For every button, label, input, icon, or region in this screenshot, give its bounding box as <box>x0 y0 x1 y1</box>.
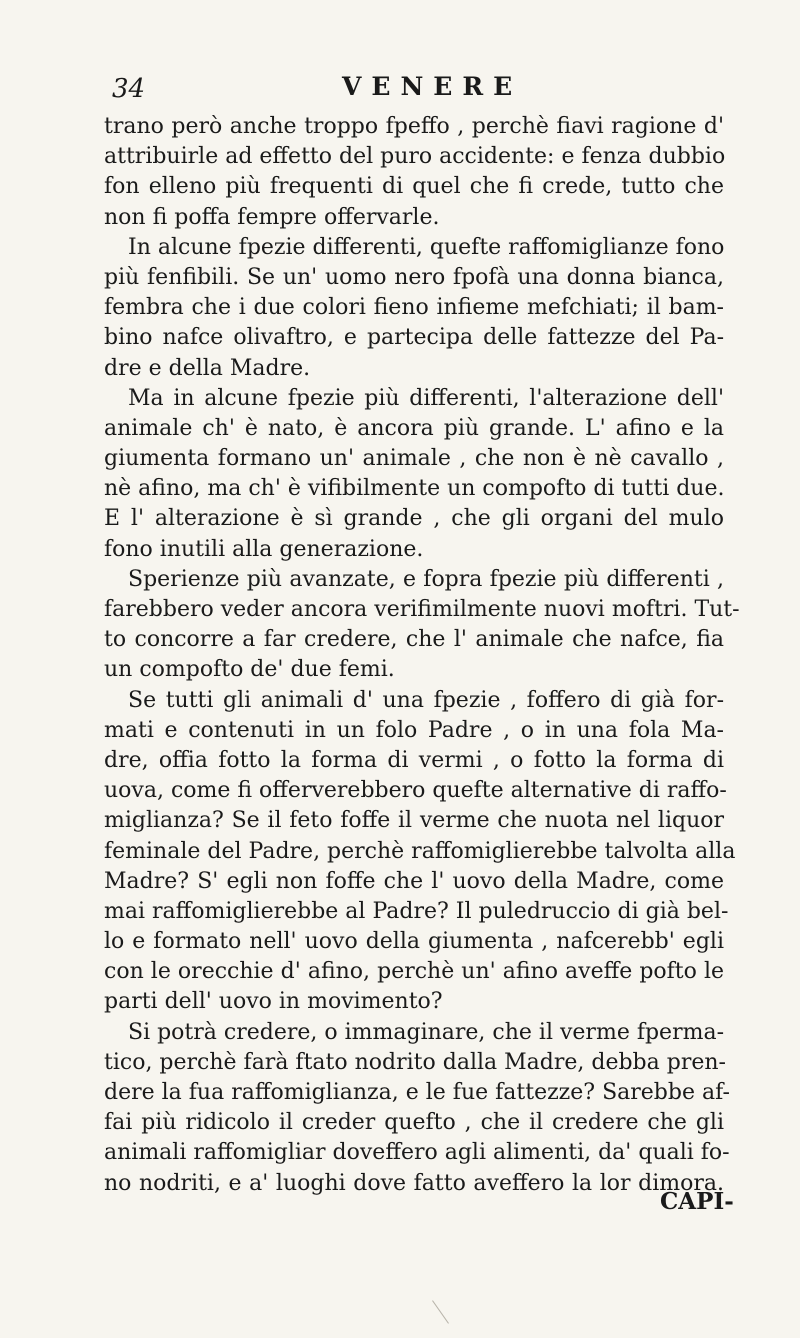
page-header <box>112 70 712 110</box>
text-line: più fenfibili. Se un' uomo nero fpofà una donna bianca, <box>104 264 724 290</box>
text-line: Sperienze più avanzate, e fopra fpezie più differenti , <box>128 566 724 592</box>
text-line: fon elleno più frequenti di quel che fi crede, tutto che <box>104 174 724 200</box>
text-line: non fi poffa fempre offervarle. <box>104 204 440 230</box>
paragraph <box>104 112 724 233</box>
text-line: bino nafce olivaftro, e partecipa delle fattezze del Pa- <box>104 325 724 351</box>
text-line: E l' alterazione è sì grande , che gli organi del mulo <box>104 506 724 532</box>
paragraph <box>104 686 736 1018</box>
text-line: tico, perchè farà ftato nodrito dalla Madre, debba pren- <box>104 1049 726 1075</box>
body-text <box>104 112 740 1199</box>
text-line: Se tutti gli animali d' una fpezie , foffero di già for- <box>128 687 724 713</box>
text-line: dere la fua raffomiglianza, e le fue fattezze? Sarebbe af- <box>104 1080 730 1105</box>
text-line: Si potrà credere, o immaginare, che il verme fperma- <box>128 1019 724 1045</box>
text-line: In alcune fpezie differenti, quefte raffomiglianze fono <box>128 234 725 260</box>
page-edge-mark <box>432 1300 449 1324</box>
paragraph <box>104 233 724 384</box>
text-line: Ma in alcune fpezie più differenti, l'alterazione dell' <box>128 385 724 411</box>
text-line: mati e contenuti in un folo Padre , o in una fola Ma- <box>104 717 724 743</box>
paragraph <box>104 1018 730 1199</box>
text-line: animale ch' è nato, è ancora più grande. L' afino e la <box>104 415 724 441</box>
text-line: con le orecchie d' afino, perchè un' afino aveffe pofto le <box>104 959 724 985</box>
text-line: trano però anche troppo fpeffo , perchè fiavi ragione d' <box>104 114 724 139</box>
paragraph <box>104 384 724 565</box>
text-line: fono inutili alla generazione. <box>104 536 424 562</box>
running-title: VENERE <box>342 72 523 101</box>
text-line: no nodriti, e a' luoghi dove fatto aveffero la lor dimora. <box>104 1170 724 1196</box>
text-line: un compofto de' due femi. <box>104 657 395 683</box>
text-line: attribuirle ad effetto del puro accidente: e fenza dubbio <box>104 144 726 170</box>
text-line: parti dell' uovo in movimento? <box>104 989 443 1015</box>
text-line: mai raffomiglierebbe al Padre? Il puledruccio di già bel- <box>104 898 729 924</box>
text-line: farebbero veder ancora verifimilmente nuovi moftri. Tut- <box>104 597 740 622</box>
catchword: CAPI- <box>660 1188 734 1215</box>
text-line: uova, come fi offerverebbero quefte alternative di raffo- <box>104 778 727 804</box>
text-line: nè afino, ma ch' è vifibilmente un compofto di tutti due. <box>104 476 725 502</box>
text-line: dre e della Madre. <box>104 355 311 381</box>
text-line: giumenta formano un' animale , che non è nè cavallo , <box>104 446 724 472</box>
page-number: 34 <box>112 74 146 104</box>
paragraph <box>104 565 740 686</box>
text-line: dre, offia fotto la forma di vermi , o fotto la forma di <box>104 747 724 773</box>
text-line: Madre? S' egli non foffe che l' uovo della Madre, come <box>104 868 724 894</box>
text-line: feminale del Padre, perchè raffomiglierebbe talvolta alla <box>104 838 736 864</box>
text-line: miglianza? Se il feto foffe il verme che nuota nel liquor <box>104 808 724 834</box>
text-line: fai più ridicolo il creder quefto , che il credere che gli <box>104 1110 724 1136</box>
text-line: lo e formato nell' uovo della giumenta , nafcerebb' egli <box>104 929 724 955</box>
text-line: fembra che i due colori fieno infieme mefchiati; il bam- <box>104 295 724 321</box>
text-line: to concorre a far credere, che l' animale che nafce, fia <box>104 627 724 653</box>
text-line: animali raffomigliar doveffero agli alimenti, da' quali fo- <box>104 1140 730 1166</box>
